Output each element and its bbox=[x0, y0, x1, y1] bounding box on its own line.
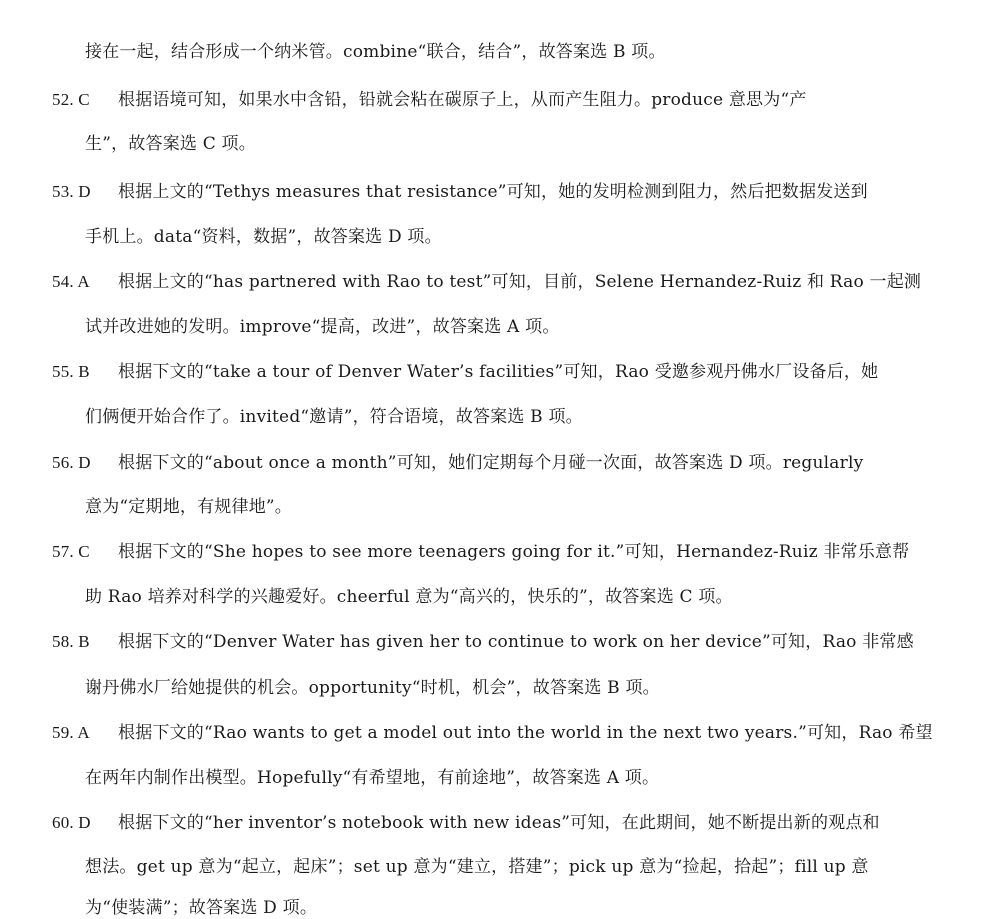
line-text: 助 Rao 培养对科学的兴趣爱好。cheerful 意为“高兴的，快乐的”，故答案选 C 项。 bbox=[85, 587, 733, 607]
line-text: 生”，故答案选 C 项。 bbox=[85, 134, 256, 154]
line-text: 想法。get up 意为“起立，起床”；set up 意为“建立，搭建”；pick up 意为“捡起，拾起”；fill up 意 bbox=[85, 857, 869, 877]
line-text: 谢丹佛水厂给她提供的机会。opportunity“时机，机会”，故答案选 B 项。 bbox=[85, 678, 660, 698]
line-text: 根据下文的“Rao wants to get a model out into the world in the next two years.”可知，Rao 希望 bbox=[118, 723, 933, 743]
line-text: 根据下文的“take a tour of Denver Water’s facilities”可知，Rao 受邀参观丹佛水厂设备后，她 bbox=[118, 362, 879, 382]
answer-line-54 bbox=[52, 271, 921, 293]
line-text: 根据下文的“She hopes to see more teenagers going for it.”可知，Hernandez-Ruiz 非常乐意帮 bbox=[118, 542, 910, 562]
answer-line-55 bbox=[52, 361, 878, 383]
line-text: 意为“定期地，有规律地”。 bbox=[85, 497, 292, 517]
question-number: 52. C bbox=[52, 90, 90, 109]
question-number: 57. C bbox=[52, 542, 90, 561]
text-line bbox=[85, 133, 256, 155]
text-line bbox=[85, 496, 292, 518]
line-text: 根据下文的“her inventor’s notebook with new ideas”可知，在此期间，她不断提出新的观点和 bbox=[118, 813, 880, 833]
answer-line-52 bbox=[52, 89, 807, 111]
text-line bbox=[85, 677, 660, 699]
text-line bbox=[85, 586, 733, 608]
line-text: 根据下文的“about once a month”可知，她们定期每个月碰一次面，故答案选 D 项。regularly bbox=[118, 453, 864, 473]
line-text: 在两年内制作出模型。Hopefully“有希望地，有前途地”，故答案选 A 项。 bbox=[85, 768, 660, 788]
line-text: 根据下文的“Denver Water has given her to continue to work on her device”可知，Rao 非常感 bbox=[118, 632, 914, 652]
text-line bbox=[85, 856, 869, 878]
text-line bbox=[85, 897, 317, 919]
line-text: 根据上文的“Tethys measures that resistance”可知，她的发明检测到阻力，然后把数据发送到 bbox=[118, 182, 868, 202]
question-number: 59. A bbox=[52, 723, 90, 742]
line-text: 根据语境可知，如果水中含铅，铅就会粘在碳原子上，从而产生阻力。produce 意思为“产 bbox=[118, 90, 807, 110]
question-number: 55. B bbox=[52, 362, 90, 381]
question-number: 56. D bbox=[52, 453, 91, 472]
question-number: 58. B bbox=[52, 632, 90, 651]
question-number: 60. D bbox=[52, 813, 91, 832]
answer-line-59 bbox=[52, 722, 933, 744]
line-text: 根据上文的“has partnered with Rao to test”可知，目前，Selene Hernandez-Ruiz 和 Rao 一起测 bbox=[118, 272, 922, 292]
answer-line-57 bbox=[52, 541, 909, 563]
answer-line-60 bbox=[52, 812, 880, 834]
answer-line-56 bbox=[52, 452, 863, 474]
text-line bbox=[85, 41, 666, 63]
line-text: 接在一起，结合形成一个纳米管。combine“联合，结合”，故答案选 B 项。 bbox=[85, 42, 666, 62]
text-line bbox=[85, 406, 583, 428]
line-text: 手机上。data“资料，数据”，故答案选 D 项。 bbox=[85, 227, 442, 247]
text-line bbox=[85, 767, 659, 789]
text-line bbox=[85, 226, 442, 248]
line-text: 们俩便开始合作了。invited“邀请”，符合语境，故答案选 B 项。 bbox=[85, 407, 583, 427]
answer-line-53 bbox=[52, 181, 868, 203]
line-text: 试并改进她的发明。improve“提高，改进”，故答案选 A 项。 bbox=[85, 317, 560, 337]
question-number: 54. A bbox=[52, 272, 90, 291]
question-number: 53. D bbox=[52, 182, 91, 201]
line-text: 为“使装满”；故答案选 D 项。 bbox=[85, 898, 318, 918]
text-line bbox=[85, 316, 560, 338]
answer-line-58 bbox=[52, 631, 914, 653]
